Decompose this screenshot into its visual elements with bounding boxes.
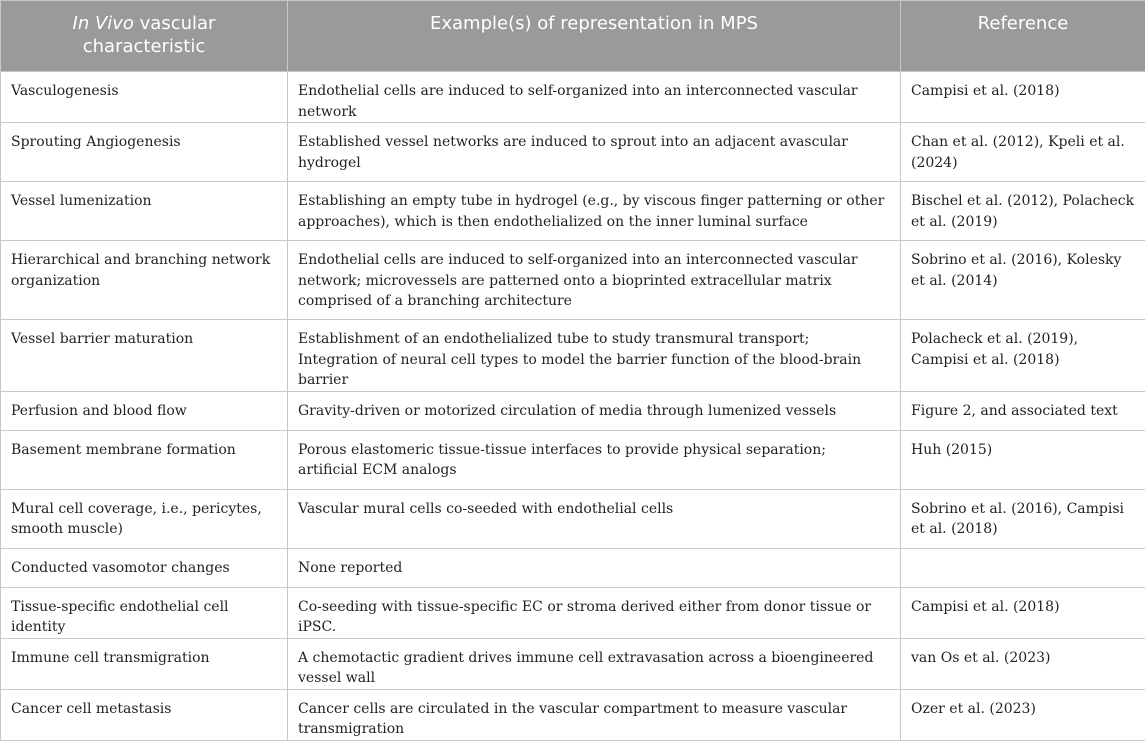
characteristic-cell: Hierarchical and branching network organization <box>1 241 288 320</box>
characteristic-cell: Vessel barrier maturation <box>1 320 288 392</box>
reference-cell: Sobrino et al. (2016), Kolesky et al. (2014) <box>901 241 1145 320</box>
characteristic-cell: Tissue-specific endothelial cell identity <box>1 587 288 638</box>
characteristic-cell: Mural cell coverage, i.e., pericytes, smooth muscle) <box>1 489 288 548</box>
reference-cell: van Os et al. (2023) <box>901 638 1145 689</box>
reference-cell <box>901 548 1145 587</box>
example-cell: A chemotactic gradient drives immune cell extravasation across a bioengineered vessel wall <box>288 638 901 689</box>
characteristic-cell: Conducted vasomotor changes <box>1 548 288 587</box>
header-row <box>1 1 1145 72</box>
reference-cell: Ozer et al. (2023) <box>901 689 1145 740</box>
characteristic-cell: Vasculogenesis <box>1 72 288 123</box>
characteristic-cell: Basement membrane formation <box>1 430 288 489</box>
header-characteristic-italic: In Vivo <box>73 13 134 34</box>
example-cell: Endothelial cells are induced to self-organized into an interconnected vascular network <box>288 72 901 123</box>
example-cell: None reported <box>288 548 901 587</box>
table-row <box>1 489 1145 548</box>
table-row <box>1 72 1145 123</box>
header-characteristic-rest: vascular characteristic <box>83 13 216 57</box>
table-row <box>1 391 1145 430</box>
table-row <box>1 548 1145 587</box>
example-cell: Co-seeding with tissue-specific EC or stroma derived either from donor tissue or iPSC. <box>288 587 901 638</box>
header-characteristic <box>1 1 288 72</box>
reference-cell: Bischel et al. (2012), Polacheck et al. (2019) <box>901 182 1145 241</box>
example-cell: Establishing an empty tube in hydrogel (e.g., by viscous finger patterning or other approaches), which is then endothelialized on the inner luminal surface <box>288 182 901 241</box>
header-reference: Reference <box>901 1 1145 72</box>
table-row <box>1 241 1145 320</box>
table-row <box>1 587 1145 638</box>
example-cell: Porous elastomeric tissue-tissue interfaces to provide physical separation; artificial ECM analogs <box>288 430 901 489</box>
example-cell: Gravity-driven or motorized circulation of media through lumenized vessels <box>288 391 901 430</box>
table-row <box>1 182 1145 241</box>
reference-cell: Campisi et al. (2018) <box>901 72 1145 123</box>
characteristic-cell: Immune cell transmigration <box>1 638 288 689</box>
example-cell: Established vessel networks are induced to sprout into an adjacent avascular hydrogel <box>288 123 901 182</box>
example-cell: Endothelial cells are induced to self-organized into an interconnected vascular network; microvessels are patterned onto a bioprinted extracellular matrix comprised of a branching architecture <box>288 241 901 320</box>
example-cell: Establishment of an endothelialized tube to study transmural transport; Integration of neural cell types to model the barrier function of the blood-brain barrier <box>288 320 901 392</box>
table-row <box>1 320 1145 392</box>
example-cell: Cancer cells are circulated in the vascular compartment to measure vascular transmigration <box>288 689 901 740</box>
reference-cell: Figure 2, and associated text <box>901 391 1145 430</box>
reference-cell: Huh (2015) <box>901 430 1145 489</box>
reference-cell: Campisi et al. (2018) <box>901 587 1145 638</box>
reference-cell: Polacheck et al. (2019), Campisi et al. (2018) <box>901 320 1145 392</box>
table-row <box>1 689 1145 740</box>
table-row <box>1 638 1145 689</box>
reference-cell: Chan et al. (2012), Kpeli et al. (2024) <box>901 123 1145 182</box>
characteristic-cell: Cancer cell metastasis <box>1 689 288 740</box>
table-row <box>1 123 1145 182</box>
reference-cell: Sobrino et al. (2016), Campisi et al. (2018) <box>901 489 1145 548</box>
header-example: Example(s) of representation in MPS <box>288 1 901 72</box>
characteristic-cell: Vessel lumenization <box>1 182 288 241</box>
characteristic-cell: Perfusion and blood flow <box>1 391 288 430</box>
table-row <box>1 430 1145 489</box>
example-cell: Vascular mural cells co-seeded with endothelial cells <box>288 489 901 548</box>
characteristic-cell: Sprouting Angiogenesis <box>1 123 288 182</box>
